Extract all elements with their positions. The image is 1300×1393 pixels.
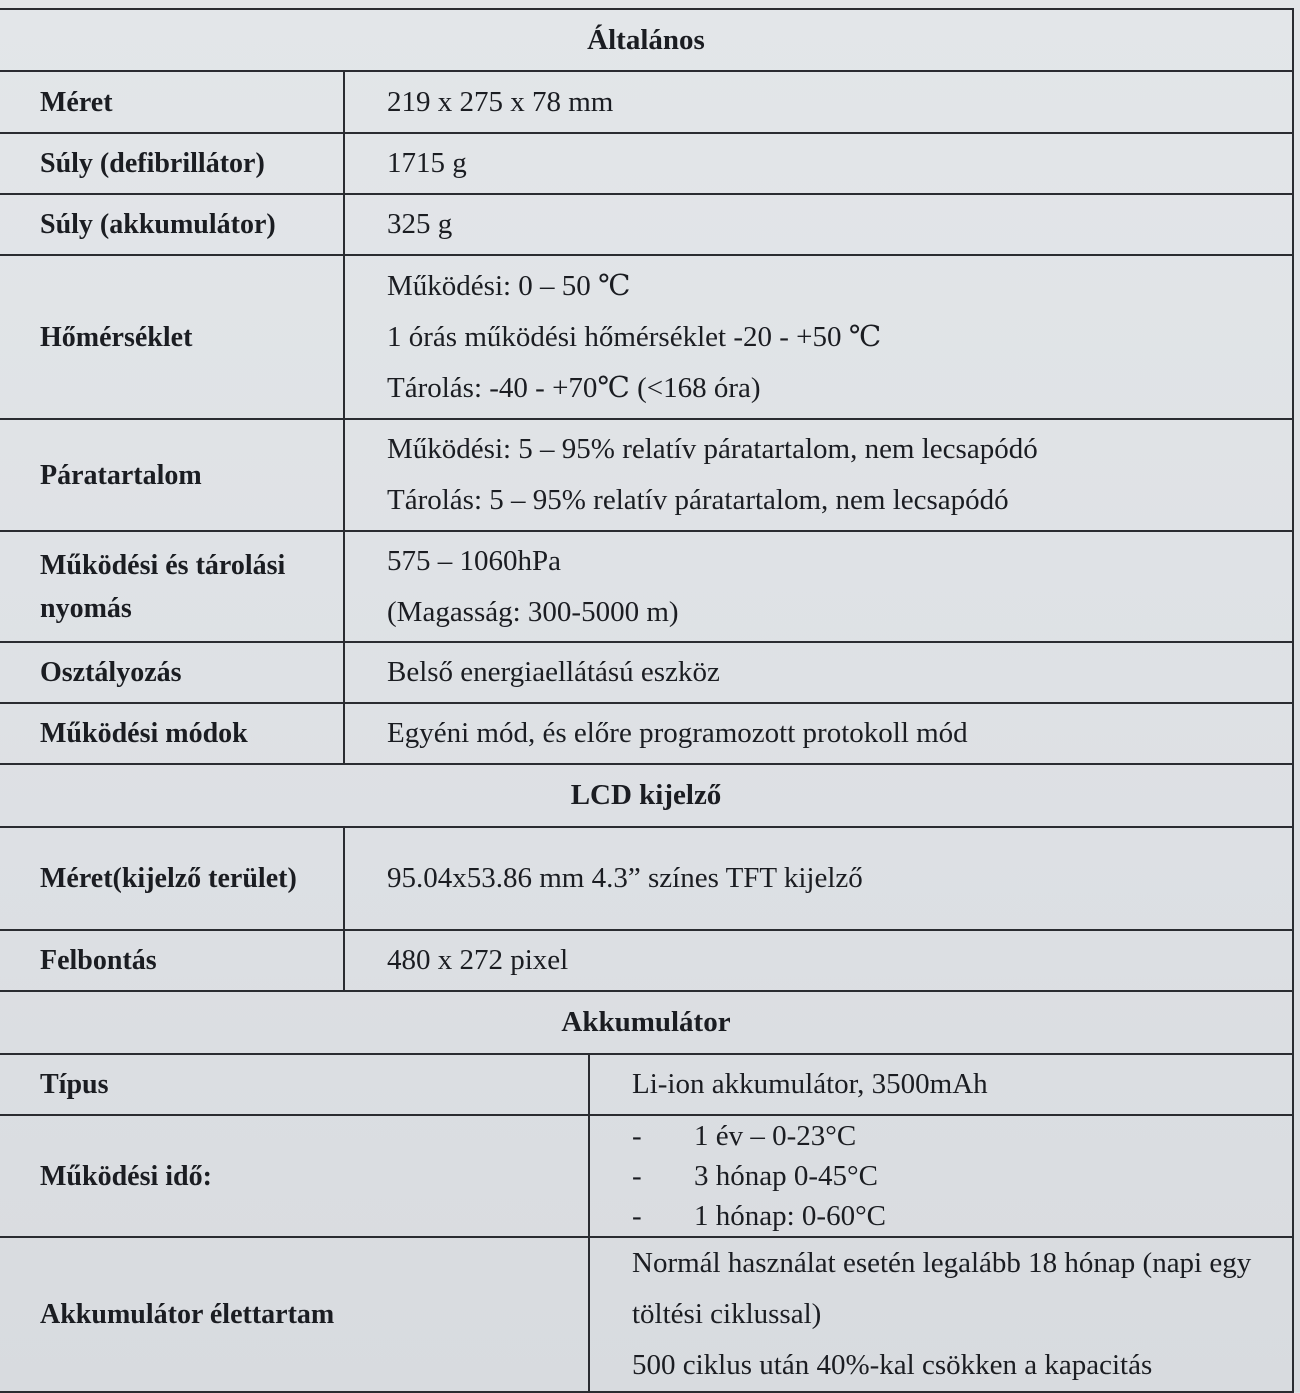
row-label: Osztályozás <box>0 642 344 703</box>
row-label: Típus <box>0 1054 589 1115</box>
section-title: Akkumulátor <box>0 991 1293 1054</box>
row-value <box>344 531 1293 642</box>
list-item <box>632 1116 1292 1156</box>
value-line: Egyéni mód, és előre programozott protokoll mód <box>387 717 968 749</box>
list-item <box>632 1196 1292 1236</box>
value-line: Normál használat esetén legalább 18 hónap (napi egy töltési ciklussal) <box>632 1247 1252 1330</box>
table-row <box>0 419 1293 531</box>
value-line: Működési: 5 – 95% relatív páratartalom, nem lecsapódó <box>387 433 1038 465</box>
table-row <box>0 703 1293 764</box>
table-row <box>0 642 1293 703</box>
value-line: 1715 g <box>387 147 467 179</box>
row-value <box>344 71 1293 133</box>
section-header-lcd <box>0 764 1293 827</box>
row-label: Hőmérséklet <box>0 255 344 419</box>
row-value <box>344 703 1293 764</box>
bullet-dash: - <box>632 1160 642 1192</box>
bullet-dash: - <box>632 1120 642 1152</box>
row-value <box>344 642 1293 703</box>
row-label: Akkumulátor élettartam <box>0 1237 589 1392</box>
row-value <box>344 133 1293 194</box>
row-label: Felbontás <box>0 930 344 991</box>
value-line: Működési: 0 – 50 ℃ <box>387 269 631 302</box>
row-label: Páratartalom <box>0 419 344 531</box>
row-label: Súly (akkumulátor) <box>0 194 344 255</box>
value-line: 480 x 272 pixel <box>387 944 569 976</box>
list-item <box>632 1156 1292 1196</box>
spec-table <box>0 8 1294 1393</box>
section-header-battery <box>0 991 1293 1054</box>
row-value <box>589 1115 1293 1237</box>
value-line: 1 órás működési hőmérséklet -20 - +50 ℃ <box>387 320 882 353</box>
table-row <box>0 133 1293 194</box>
table-row <box>0 531 1293 642</box>
value-line: Tárolás: -40 - +70℃ (<168 óra) <box>387 371 761 404</box>
table-row <box>0 1237 1293 1392</box>
row-value <box>344 419 1293 531</box>
value-line: Li-ion akkumulátor, 3500mAh <box>632 1068 988 1100</box>
section-title: LCD kijelző <box>0 764 1293 827</box>
table-row <box>0 255 1293 419</box>
table-row <box>0 1054 1293 1115</box>
value-line: 500 ciklus után 40%-kal csökken a kapacitás <box>632 1349 1153 1381</box>
value-line: 575 – 1060hPa <box>387 544 561 577</box>
row-label: Működési és tárolási nyomás <box>0 531 344 642</box>
value-line: 219 x 275 x 78 mm <box>387 85 614 118</box>
row-label: Működési módok <box>0 703 344 764</box>
value-line: Tárolás: 5 – 95% relatív páratartalom, nem lecsapódó <box>387 484 1009 516</box>
row-value <box>344 827 1293 930</box>
list-item-text: 1 év – 0-23°C <box>694 1120 857 1152</box>
table-row <box>0 1115 1293 1237</box>
table-row <box>0 71 1293 133</box>
section-header-general <box>0 9 1293 71</box>
list-item-text: 3 hónap 0-45°C <box>694 1160 878 1192</box>
value-line: (Magasság: 300-5000 m) <box>387 595 679 628</box>
table-row <box>0 194 1293 255</box>
row-value <box>344 194 1293 255</box>
row-label: Méret <box>0 71 344 133</box>
row-label: Súly (defibrillátor) <box>0 133 344 194</box>
table-row <box>0 930 1293 991</box>
value-line: 325 g <box>387 208 453 240</box>
row-value <box>589 1237 1293 1392</box>
section-title: Általános <box>0 9 1293 71</box>
row-label: Működési idő: <box>0 1115 589 1237</box>
row-value <box>589 1054 1293 1115</box>
value-line: Belső energiaellátású eszköz <box>387 656 720 688</box>
row-value <box>344 930 1293 991</box>
table-row <box>0 827 1293 930</box>
value-line: 95.04x53.86 mm 4.3” színes TFT kijelző <box>387 862 863 894</box>
row-value <box>344 255 1293 419</box>
bullet-dash: - <box>632 1200 642 1232</box>
row-label: Méret(kijelző terület) <box>0 827 344 930</box>
list-item-text: 1 hónap: 0-60°C <box>694 1200 887 1232</box>
